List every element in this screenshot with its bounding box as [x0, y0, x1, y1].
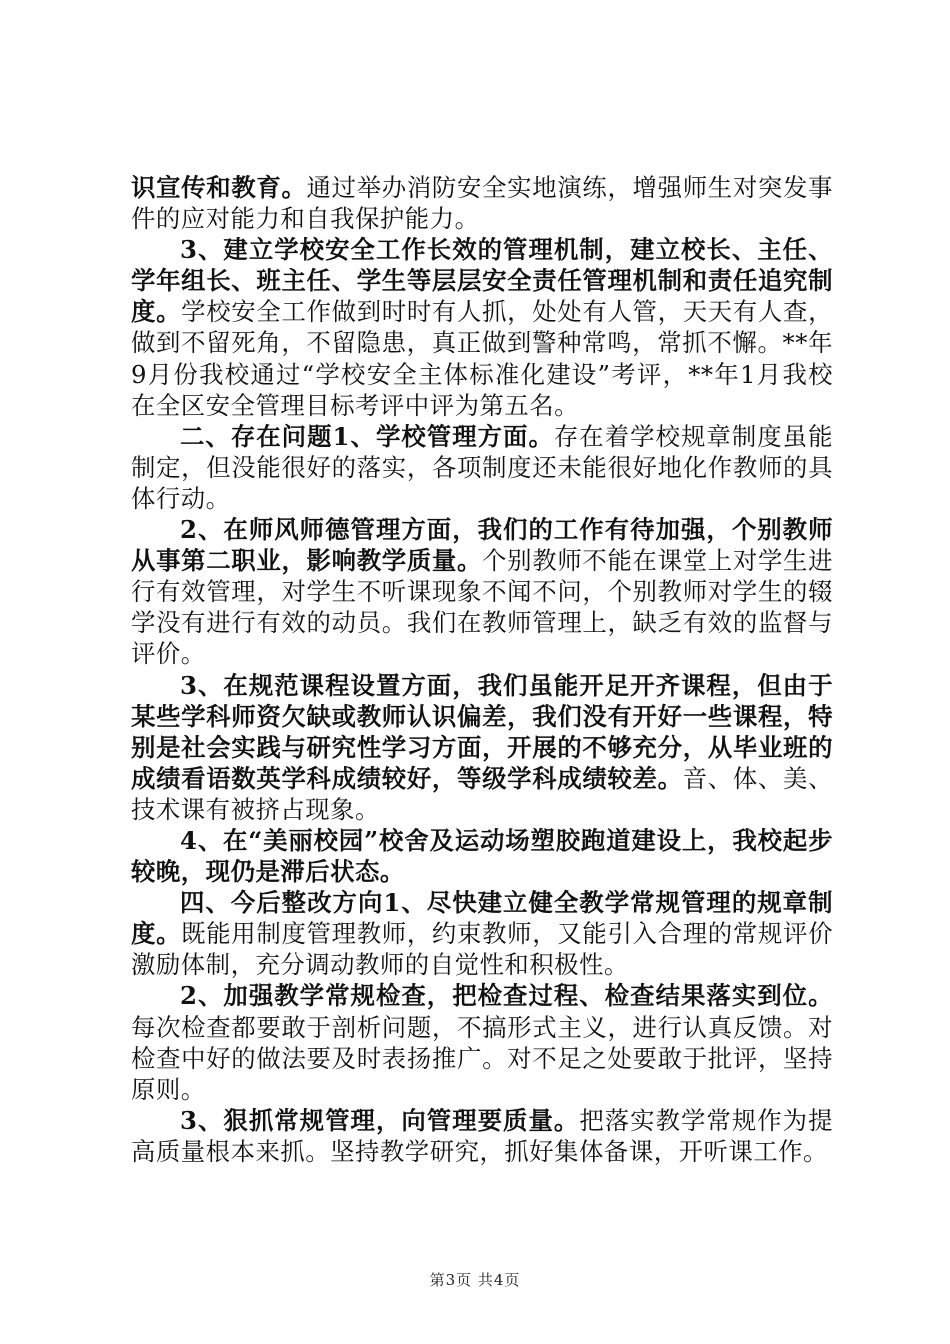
- paragraph: [131, 234, 833, 421]
- paragraph: [131, 825, 833, 887]
- paragraph: [131, 980, 833, 1104]
- paragraph: [131, 1105, 833, 1167]
- paragraph-text: 存在着学校规章制度虽能制定，但没能很好的落实，各项制度还未能很好地化作教师的具体行动。: [131, 421, 833, 513]
- page-number-footer: 第3页 共4页: [429, 1271, 521, 1289]
- paragraph-text: 个别教师不能在课堂上对学生进行有效管理，对学生不听课现象不闻不问，个别教师对学生的辍学没有进行有效的动员。我们在教师管理上，缺乏有效的监督与评价。: [131, 546, 833, 669]
- paragraph-heading: 3、在规范课程设置方面，我们虽能开足开齐课程，但由于某些学科师资欠缺或教师认识偏差，我们没有开好一些课程，特别是社会实践与研究性学习方面，开展的不够充分，从毕业班的成绩看语数英学科成绩较好，等级学科成绩较差。: [131, 670, 833, 793]
- paragraph-text: 每次检查都要敢于剖析问题，不搞形式主义，进行认真反馈。对检查中好的做法要及时表扬推广。对不足之处要敢于批评，坚持原则。: [131, 1012, 833, 1104]
- paragraph-text: 把落实教学常规作为提高质量根本来抓。坚持教学研究，抓好集体备课，开听课工作。: [131, 1105, 833, 1166]
- paragraph-heading: 四、今后整改方向1、尽快建立健全教学常规管理的规章制度。: [131, 888, 833, 949]
- paragraph: [131, 172, 833, 234]
- paragraph: [131, 670, 833, 825]
- paragraph-heading: 4、在“美丽校园”校舍及运动场塑胶跑道建设上，我校起步较晚，现仍是滞后状态。: [131, 825, 833, 887]
- paragraph-text: 音、体、美、技术课有被挤占现象。: [131, 763, 833, 824]
- paragraph: [131, 887, 833, 980]
- paragraph-heading: 识宣传和教育。: [131, 173, 307, 202]
- paragraph: [131, 421, 833, 514]
- paragraph-heading: 3、狠抓常规管理，向管理要质量。: [180, 1105, 580, 1135]
- paragraph-heading: 2、加强教学常规检查，把检查过程、检查结果落实到位。: [180, 981, 833, 1011]
- document-body: [131, 172, 833, 1167]
- paragraph-text: 通过举办消防安全实地演练，增强师生对突发事件的应对能力和自我保护能力。: [131, 173, 833, 234]
- paragraph-heading: 二、存在问题1、学校管理方面。: [180, 421, 554, 451]
- paragraph-text: 既能用制度管理教师，约束教师，又能引入合理的常规评价激励体制，充分调动教师的自觉性和积极性。: [131, 919, 833, 980]
- paragraph-heading: 2、在师风师德管理方面，我们的工作有待加强，个别教师从事第二职业，影响教学质量。: [131, 515, 833, 576]
- paragraph-heading: 3、建立学校安全工作长效的管理机制，建立校长、主任、学年组长、班主任、学生等层层安全责任管理机制和责任追究制度。: [131, 235, 833, 327]
- paragraph-text: 学校安全工作做到时时有人抓，处处有人管，天天有人查，做到不留死角，不留隐患，真正做到警种常鸣，常抓不懈。**年9月份我校通过“学校安全主体标准化建设”考评，**年1月我校在全区安全管理目标考评中评为第五名。: [131, 297, 833, 420]
- paragraph: [131, 514, 833, 669]
